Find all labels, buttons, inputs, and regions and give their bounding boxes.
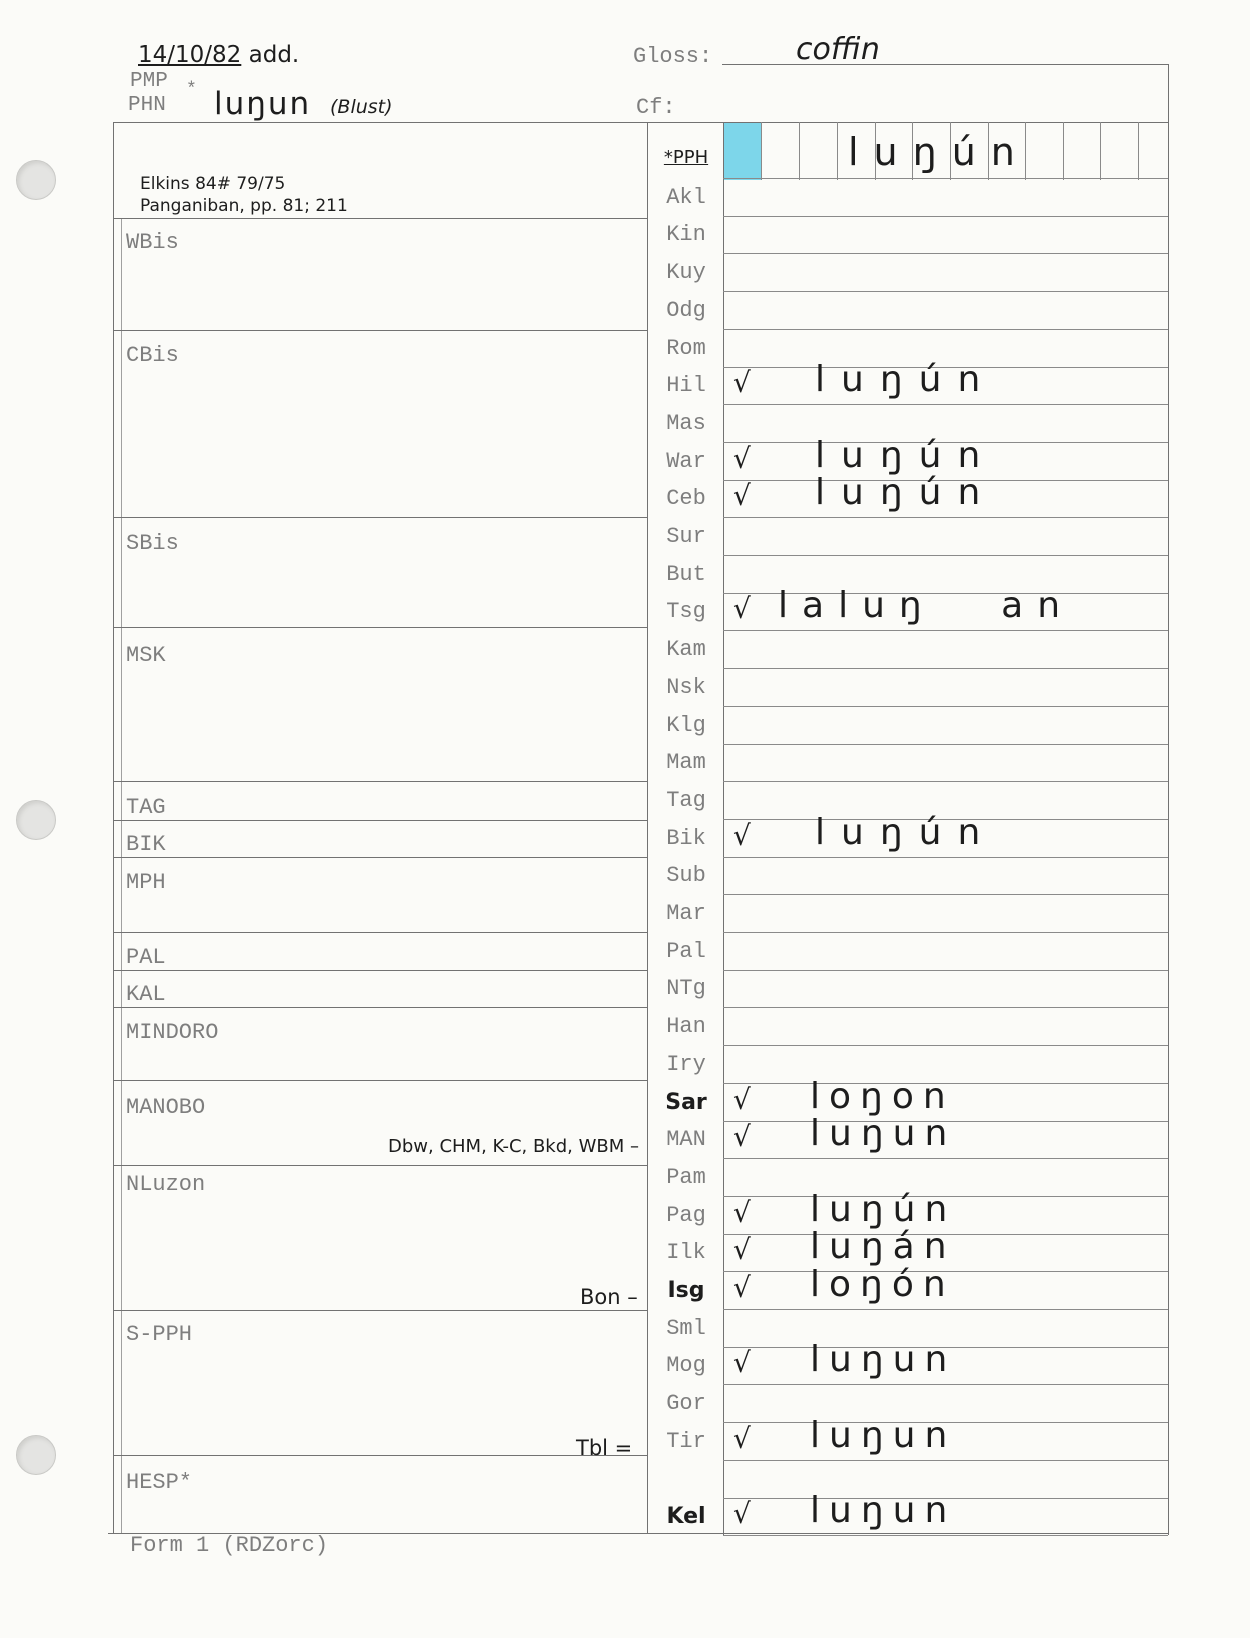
row-line (723, 253, 1168, 254)
binder-hole (16, 160, 56, 200)
lang-abbr-mas: Mas (666, 410, 706, 436)
lang-abbr-sur: Sur (666, 524, 706, 549)
section-divider (113, 857, 647, 858)
tir-note: Tbl = (576, 1436, 633, 1460)
date-note (138, 42, 299, 68)
check-mark-icon: √ (733, 1346, 751, 1380)
check-mark-icon: √ (733, 1233, 751, 1267)
section-divider (113, 1310, 647, 1311)
date-value: 14/10/82 (138, 42, 242, 68)
pph-cell-divider (837, 122, 838, 180)
row-line (723, 216, 1168, 217)
reconstruction: luŋun (214, 86, 312, 122)
left-border (113, 122, 114, 1533)
date-suffix: add. (248, 42, 300, 68)
pph-cell-divider (799, 122, 800, 180)
lang-abbr-nsk: Nsk (666, 674, 706, 700)
lang-abbr-akl: Akl (666, 184, 706, 210)
lang-abbr-pag: Pag (666, 1202, 706, 1228)
row-line (723, 894, 1168, 895)
section-divider (113, 218, 647, 219)
row-line (723, 970, 1168, 971)
manobo-group-note: Dbw, CHM, K-C, Bkd, WBM – (388, 1136, 639, 1157)
left-inner-border (121, 218, 122, 1533)
section-nluzon: NLuzon (126, 1172, 206, 1197)
row-line (723, 857, 1168, 858)
row-line (723, 1045, 1168, 1046)
form-pph: luŋún (848, 130, 1030, 174)
row-line (723, 1007, 1168, 1008)
check-mark-icon: √ (733, 366, 751, 400)
form-bik: luŋún (815, 811, 997, 853)
row-line (723, 178, 1168, 179)
row-line (723, 1309, 1168, 1310)
check-mark-icon: √ (733, 1082, 751, 1116)
lang-abbr-man: MAN (666, 1127, 706, 1153)
row-line (723, 1158, 1168, 1159)
section-divider (113, 330, 647, 331)
lang-abbr-ilk: Ilk (666, 1240, 706, 1266)
section-wbis: WBis (126, 230, 179, 255)
proto-label-pmp: PMP (130, 70, 168, 93)
pph-cell-divider (1138, 122, 1139, 180)
lang-abbr-kel: Kel (666, 1504, 706, 1530)
pph-cell-divider (1100, 122, 1101, 180)
section-bik: BIK (126, 832, 166, 857)
form-isg: loŋón (810, 1264, 955, 1305)
isg-note: Bon – (580, 1285, 638, 1309)
section-manobo: MANOBO (126, 1095, 206, 1120)
check-mark-icon: √ (733, 1271, 751, 1304)
row-line (723, 744, 1168, 745)
lang-abbr-kuy: Kuy (666, 260, 706, 286)
check-mark-icon: √ (733, 479, 751, 513)
check-mark-icon: √ (733, 818, 751, 852)
grid-top-border (113, 122, 1169, 123)
gloss-label: Gloss: (633, 44, 713, 69)
gloss-underline (722, 64, 1169, 65)
abbr-column-border (723, 122, 724, 1535)
lang-abbr-isg: Isg (667, 1278, 705, 1303)
form-mog: luŋun (810, 1339, 957, 1381)
section-divider (113, 627, 647, 628)
cf-label: Cf: (636, 95, 676, 120)
section-mph: MPH (126, 870, 166, 895)
lang-abbr-iry: Iry (666, 1051, 706, 1077)
pph-cell-divider (761, 122, 762, 180)
section-divider (113, 517, 647, 518)
section-divider (113, 932, 647, 933)
lang-abbr-war: War (666, 448, 706, 474)
section-divider (113, 970, 647, 971)
lang-abbr-but: But (666, 561, 706, 587)
section-msk: MSK (126, 643, 166, 668)
lang-abbr-mam: Mam (666, 750, 706, 776)
row-line (723, 668, 1168, 669)
form-hil: luŋún (815, 359, 997, 401)
row-line (723, 1535, 1168, 1536)
lang-abbr-han: Han (666, 1014, 706, 1040)
row-line (723, 706, 1168, 707)
section-sbis: SBis (126, 531, 179, 556)
section-divider (113, 1165, 647, 1166)
pph-cell-divider (1063, 122, 1064, 180)
binder-hole (16, 1435, 56, 1475)
section-divider (113, 820, 647, 821)
lang-abbr-pal: Pal (666, 938, 706, 964)
source-elkins: Elkins 84# 79/75 (140, 174, 286, 194)
check-mark-icon: √ (733, 1497, 751, 1531)
section-divider (113, 781, 647, 782)
check-mark-icon: √ (733, 1421, 751, 1455)
row-line (723, 781, 1168, 782)
lang-abbr-sar: Sar (665, 1089, 707, 1115)
lang-abbr-tsg: Tsg (666, 599, 706, 625)
binder-hole (16, 800, 56, 840)
row-line (723, 517, 1168, 518)
highlighted-cell (724, 123, 761, 180)
lang-abbr-ntg: NTg (666, 976, 706, 1002)
form-man: luŋun (810, 1113, 957, 1155)
form-war: luŋún (815, 434, 997, 476)
section-cbis: CBis (126, 343, 179, 368)
lang-abbr-pam: Pam (666, 1164, 706, 1190)
source-panganiban: Panganiban, pp. 81; 211 (140, 196, 348, 216)
lang-abbr-bik: Bik (666, 825, 706, 851)
form-kel: luŋun (810, 1490, 957, 1532)
check-mark-icon: √ (733, 1195, 751, 1229)
row-line (723, 291, 1168, 292)
section-s-pph: S-PPH (126, 1322, 193, 1347)
right-border (1168, 64, 1169, 1535)
lang-abbr-rom: Rom (666, 335, 706, 361)
lang-abbr-ceb: Ceb (666, 486, 706, 512)
section-divider (113, 1007, 647, 1008)
row-line (723, 1384, 1168, 1385)
form-sar: loŋon (810, 1075, 955, 1117)
section-column-border (647, 122, 648, 1533)
section-tag: TAG (126, 795, 166, 820)
lang-abbr-kin: Kin (666, 222, 706, 248)
lang-abbr-gor: Gor (666, 1391, 706, 1417)
form-ceb: luŋún (815, 472, 997, 514)
lang-abbr-sml: Sml (666, 1315, 706, 1341)
section-divider (113, 1455, 647, 1456)
lang-abbr-pph: *PPH (663, 147, 709, 168)
lang-abbr-hil: Hil (666, 373, 706, 399)
lang-abbr-tir: Tir (666, 1428, 706, 1454)
row-line (723, 1460, 1168, 1461)
section-hesp: HESP* (126, 1470, 193, 1495)
form-pag: luŋún (810, 1188, 957, 1230)
asterisk: * (186, 80, 197, 100)
check-mark-icon: √ (733, 592, 751, 626)
check-mark-icon: √ (733, 1120, 751, 1154)
form-tir: luŋun (810, 1414, 957, 1456)
proto-label-phn: PHN (128, 94, 166, 117)
lang-abbr-kam: Kam (666, 637, 706, 663)
gloss-value: coffin (796, 32, 880, 67)
lang-abbr-sub: Sub (666, 863, 706, 889)
row-line (723, 404, 1168, 405)
form-footer: Form 1 (RDZorc) (130, 1533, 329, 1558)
section-pal: PAL (126, 945, 166, 970)
row-line (723, 555, 1168, 556)
row-line (723, 630, 1168, 631)
section-divider (113, 1080, 647, 1081)
lang-abbr-klg: Klg (666, 712, 706, 738)
lang-abbr-mar: Mar (666, 901, 706, 926)
lang-abbr-mog: Mog (666, 1353, 706, 1379)
lang-abbr-tag: Tag (666, 787, 706, 813)
form-ilk: luŋán (810, 1226, 956, 1268)
check-mark-icon: √ (733, 441, 751, 475)
form-tsg: laluŋ an (778, 585, 1075, 627)
row-line (723, 329, 1168, 330)
lang-abbr-odg: Odg (666, 297, 706, 323)
row-line (723, 932, 1168, 933)
section-mindoro: MINDORO (126, 1020, 219, 1045)
reconstruction-source: (Blust) (330, 96, 393, 118)
section-kal: KAL (126, 982, 166, 1007)
